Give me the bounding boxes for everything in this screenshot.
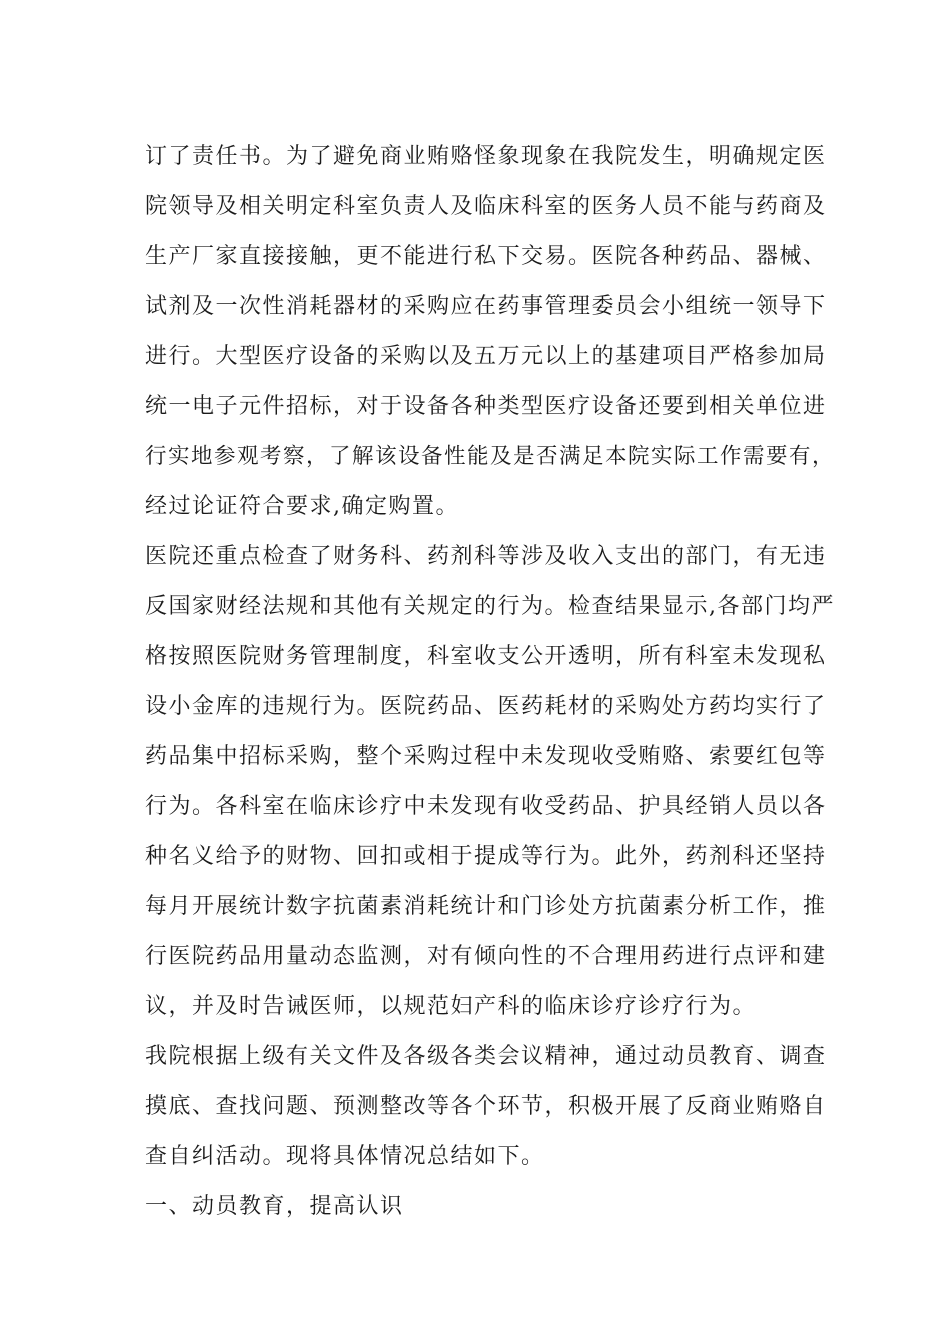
text-line: 经过论证符合要求,确定购置。: [145, 494, 459, 519]
text-line: 查自纠活动。现将具体情况总结如下。: [145, 1144, 545, 1169]
text-line: 行为。各科室在临床诊疗中未发现有收受药品、护具经销人员以各: [145, 794, 827, 819]
text-line: 医院还重点检查了财务科、药剂科等涉及收入支出的部门，有无违: [145, 544, 827, 569]
text-line: 生产厂家直接接触，更不能进行私下交易。医院各种药品、器械、: [145, 244, 827, 269]
text-line: 摸底、查找问题、预测整改等各个环节，积极开展了反商业贿赂自: [145, 1094, 827, 1119]
text-line: 每月开展统计数字抗菌素消耗统计和门诊处方抗菌素分析工作，推: [145, 894, 827, 919]
text-line: 试剂及一次性消耗器材的采购应在药事管理委员会小组统一领导下: [145, 294, 827, 319]
text-line: 药品集中招标采购，整个采购过程中未发现收受贿赂、索要红包等: [145, 744, 827, 769]
text-line: 格按照医院财务管理制度，科室收支公开透明，所有科室未发现私: [145, 644, 827, 669]
text-line: 种名义给予的财物、回扣或相于提成等行为。此外，药剂科还坚持: [145, 844, 827, 869]
text-line: 行医院药品用量动态监测，对有倾向性的不合理用药进行点评和建: [145, 944, 827, 969]
text-line: 进行。大型医疗设备的采购以及五万元以上的基建项目严格参加局: [145, 344, 827, 369]
text-line: 统一电子元件招标，对于设备各种类型医疗设备还要到相关单位进: [145, 394, 827, 419]
text-line: 行实地参观考察，了解该设备性能及是否满足本院实际工作需要有，: [145, 444, 836, 469]
text-line: 设小金库的违规行为。医院药品、医药耗材的采购处方药均实行了: [145, 694, 827, 719]
text-line: 议，并及时告诫医师，以规范妇产科的临床诊疗诊疗行为。: [145, 994, 757, 1019]
text-line: 我院根据上级有关文件及各级各类会议精神，通过动员教育、调查: [145, 1044, 827, 1069]
text-line: 订了责任书。为了避免商业贿赂怪象现象在我院发生，明确规定医: [145, 144, 827, 169]
text-line: 院领导及相关明定科室负责人及临床科室的医务人员不能与药商及: [145, 194, 827, 219]
document-body: [145, 132, 835, 1232]
text-line: 反国家财经法规和其他有关规定的行为。检查结果显示,各部门均严: [145, 594, 835, 619]
section-heading: 一、动员教育，提高认识: [145, 1194, 404, 1219]
